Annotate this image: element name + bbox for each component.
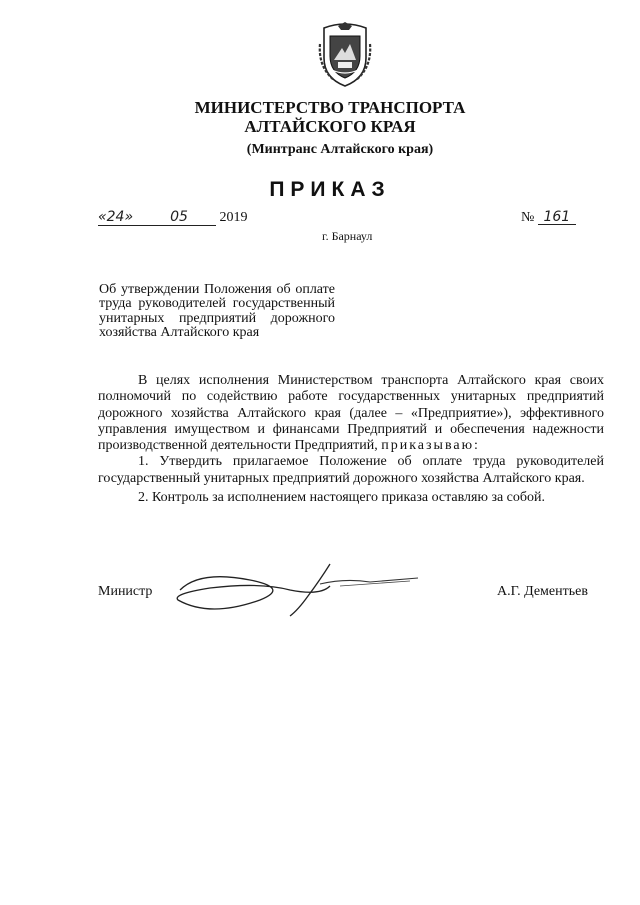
order-body xyxy=(98,373,604,506)
order-subject: Об утверждении Положения об оплате труда руководителей государственный унитарных предприятий дорожного хозяйства Алтайского края xyxy=(99,282,335,341)
ministry-title-line1: МИНИСТЕРСТВО ТРАНСПОРТА xyxy=(194,98,466,117)
order-word: приказываю: xyxy=(381,438,480,454)
coat-of-arms-emblem xyxy=(316,22,374,90)
body-item-1: 1. Утвердить прилагаемое Положение об оплате труда руководителей государственный унитарных предприятий дорожного хозяйства Алтайского края. xyxy=(98,454,604,486)
ministry-title-line2: АЛТАЙСКОГО КРАЯ xyxy=(244,117,416,136)
number-value: 161 xyxy=(538,210,576,225)
body-intro-text: В целях исполнения Министерством транспорта Алтайского края своих полномочий по содействию работе государственных унитарных предприятий дорожного хозяйства Алтайского края (далее – «Предприятие»), эффективного управления имуществом и финансами Предприятий и обеспечения надежности производственной деятельности Предприятий, xyxy=(98,373,604,454)
signer-name: А.Г. Дементьев xyxy=(497,584,588,599)
body-intro-paragraph xyxy=(98,373,604,454)
number-label: № xyxy=(521,210,535,225)
document-type-title: ПРИКАЗ xyxy=(269,178,391,201)
order-number xyxy=(521,210,576,226)
body-item-2: 2. Контроль за исполнением настоящего приказа оставляю за собой. xyxy=(138,490,546,506)
ministry-abbreviation: (Минтранс Алтайского края) xyxy=(246,142,434,157)
date-day: 24 xyxy=(106,209,125,225)
date-close-quote: » xyxy=(124,209,134,225)
date-year: 2019 xyxy=(219,210,248,225)
date-month-field xyxy=(142,210,216,226)
date-month: 05 xyxy=(170,209,188,225)
handwritten-signature xyxy=(170,560,420,618)
date-open-quote: « xyxy=(98,209,107,225)
signer-position: Министр xyxy=(98,584,153,599)
city-line: г. Барнаул xyxy=(322,229,373,243)
date-day-field xyxy=(98,210,142,226)
order-date xyxy=(98,210,248,226)
